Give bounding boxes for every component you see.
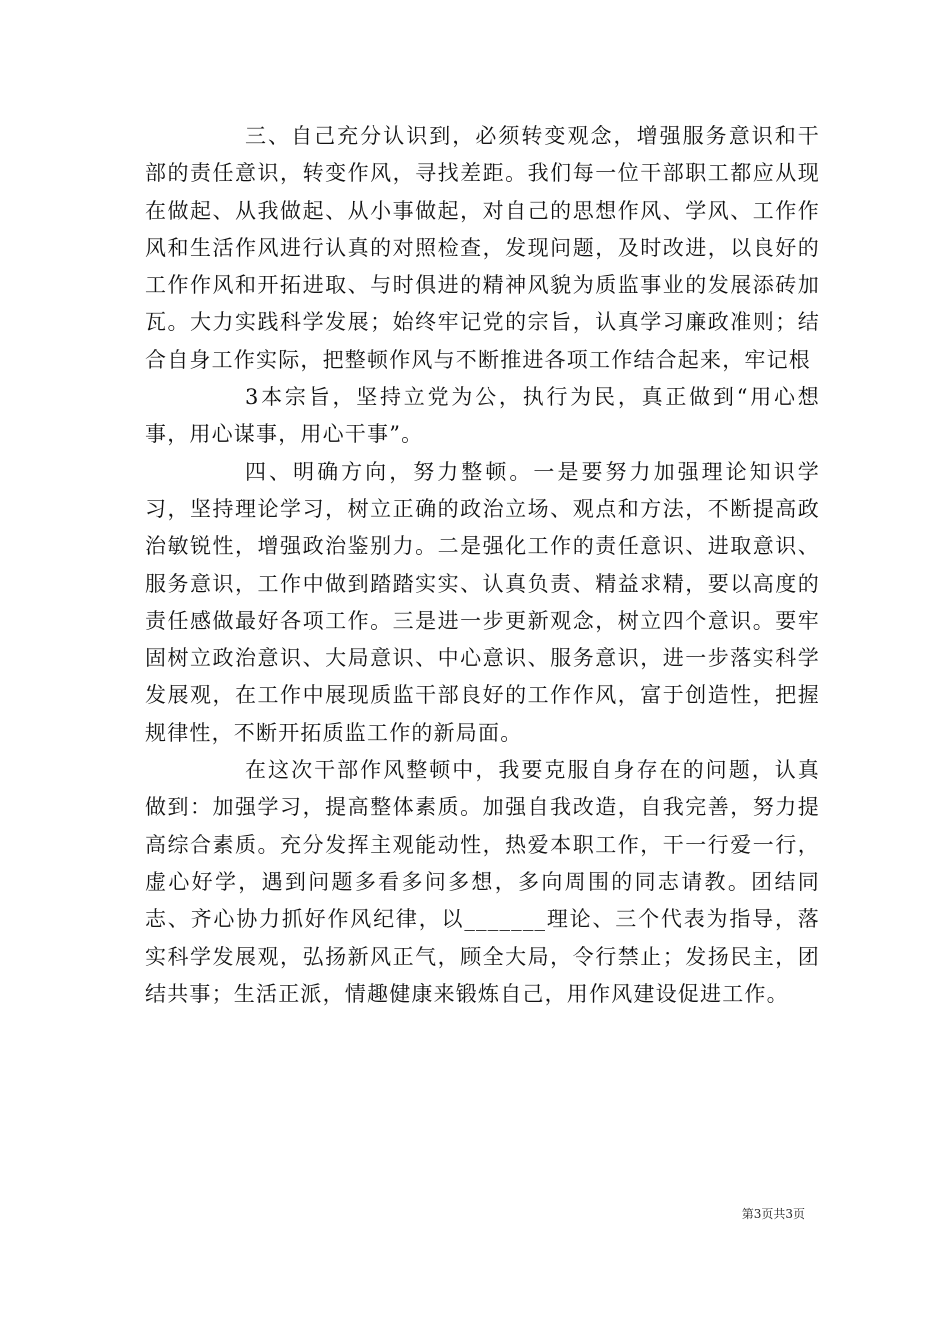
paragraph-conclusion: 在这次干部作风整顿中，我要克服自身存在的问题，认真做到：加强学习，提高整体素质。加强自我改造，自我完善，努力提高综合素质。充分发挥主观能动性，热爱本职工作，干一行爱一行，虚心好学，遇到问题多看多问多想，多向周围的同志请教。团结同志、齐心协力抓好作风纪律，以_______理论、三个代表为指导，落实科学发展观，弘扬新风正气，顾全大局，令行禁止；发扬民主，团结共事；生活正派，情趣健康来锻炼自己，用作风建设促进工作。 <box>145 758 820 1006</box>
document-body <box>145 118 820 1013</box>
paragraph-section-three: 三、自己充分认识到，必须转变观念，增强服务意识和干部的责任意识，转变作风，寻找差距。我们每一位干部职工都应从现在做起、从我做起、从小事做起，对自己的思想作风、学风、工作作风和生活作风进行认真的对照检查，发现问题，及时改进，以良好的工作作风和开拓进取、与时俱进的精神风貌为质监事业的发展添砖加瓦。大力实践科学发展；始终牢记党的宗旨，认真学习廉政准则；结合自身工作实际，把整顿作风与不断推进各项工作结合起来，牢记根 <box>145 124 820 372</box>
paragraph-section-four: 四、明确方向，努力整顿。一是要努力加强理论知识学习，坚持理论学习，树立正确的政治立场、观点和方法，不断提高政治敏锐性，增强政治鉴别力。二是强化工作的责任意识、进取意识、服务意识，工作中做到踏踏实实、认真负责、精益求精，要以高度的责任感做最好各项工作。三是进一步更新观念，树立四个意识。要牢固树立政治意识、大局意识、中心意识、服务意识，进一步落实科学发展观，在工作中展现质监干部良好的工作作风，富于创造性，把握规律性，不断开拓质监工作的新局面。 <box>145 459 820 745</box>
paragraph-continuation: 3本宗旨，坚持立党为公，执行为民，真正做到“用心想事，用心谋事，用心干事”。 <box>145 385 820 447</box>
page-number-footer: 第3页共3页 <box>741 1207 805 1221</box>
